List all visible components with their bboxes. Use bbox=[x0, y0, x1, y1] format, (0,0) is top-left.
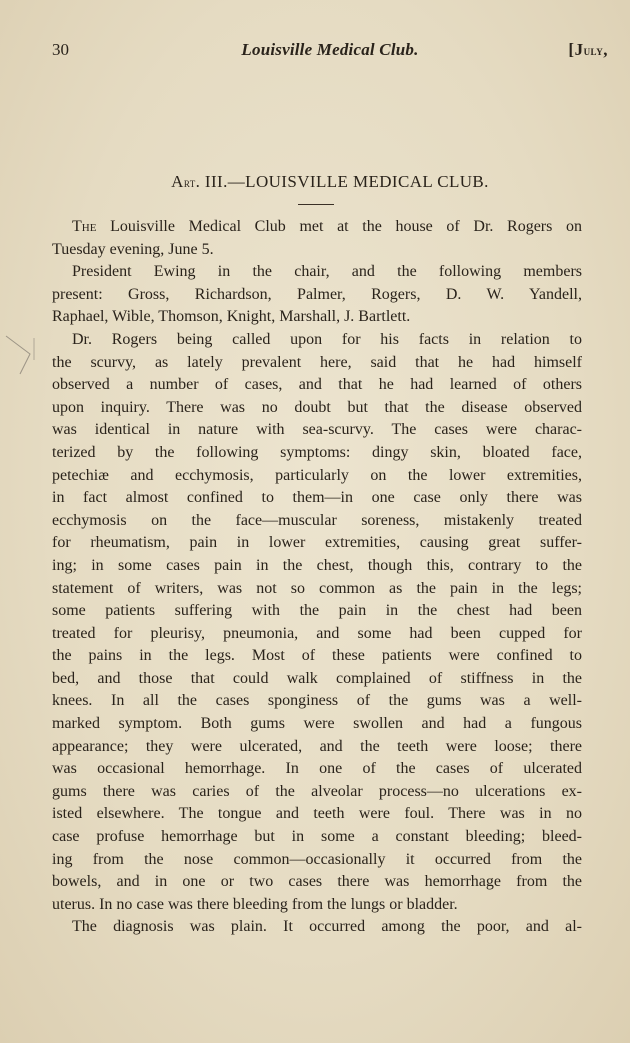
text-line: ing; in some cases pain in the chest, though this, contrary to the bbox=[52, 556, 582, 574]
text-line: was occasional hemorrhage. In one of the cases of ulcerated bbox=[52, 760, 582, 778]
text-line: Dr. Rogers being called upon for his facts in relation to bbox=[72, 330, 582, 348]
text-line: bowels, and in one or two cases there was hemorrhage from the bbox=[52, 873, 582, 891]
month-rest: uly bbox=[583, 43, 604, 58]
text-line: statement of writers, was not so common as the pain in the legs; bbox=[52, 579, 582, 597]
text-line: bed, and those that could walk complained of stiffness in the bbox=[52, 669, 582, 687]
text-line: gums there was caries of the alveolar process—no ulcerations ex- bbox=[52, 782, 582, 800]
text-line: present: Gross, Richardson, Palmer, Rogers, D. W. Yandell, bbox=[52, 285, 582, 303]
show-through-texture bbox=[360, 72, 610, 142]
text-line: petechiæ and ecchymosis, particularly on the lower extremities, bbox=[52, 466, 582, 484]
text-line: for rheumatism, pain in lower extremities, causing great suffer- bbox=[52, 534, 582, 552]
text-line bbox=[52, 216, 582, 239]
page-number: 30 bbox=[52, 40, 69, 59]
text-line: was identical in nature with sea-scurvy. The cases were charac- bbox=[52, 421, 582, 439]
text-line: knees. In all the cases sponginess of the gums was a well- bbox=[52, 692, 582, 710]
text-line: President Ewing in the chair, and the following members bbox=[72, 263, 582, 281]
title-rule bbox=[298, 204, 334, 205]
article-title bbox=[52, 172, 608, 192]
text-line: marked symptom. Both gums were swollen and had a fungous bbox=[52, 715, 582, 733]
text-line: ecchymosis on the face—muscular soreness, mistakenly treated bbox=[52, 511, 582, 529]
text-line: appearance; they were ulcerated, and the teeth were loose; there bbox=[52, 737, 582, 755]
text-line: terized by the following symptoms: dingy skin, bloated face, bbox=[52, 443, 582, 461]
running-title: Louisville Medical Club. bbox=[241, 40, 419, 59]
text-line: Raphael, Wible, Thomson, Knight, Marshall, J. Bartlett. bbox=[52, 308, 411, 326]
running-month bbox=[568, 40, 608, 60]
month-trail: , bbox=[603, 40, 608, 59]
lead-small-caps: he bbox=[81, 218, 97, 235]
article-prefix-rest: rt bbox=[183, 175, 196, 190]
text-line: ing from the nose common—occasionally it occurred from the bbox=[52, 850, 582, 868]
text-line: Tuesday evening, June 5. bbox=[52, 240, 214, 258]
text-line: isted elsewhere. The tongue and teeth were foul. There was in no bbox=[52, 805, 582, 823]
text-line: the pains in the legs. Most of these patients were confined to bbox=[52, 647, 582, 665]
month-first-letter: J bbox=[574, 40, 584, 59]
lead-first-letter: T bbox=[72, 218, 82, 235]
month-bracket: [ bbox=[568, 40, 575, 59]
margin-pencil-mark bbox=[0, 330, 40, 380]
text-line: case profuse hemorrhage but in some a constant bleeding; bleed- bbox=[52, 828, 582, 846]
running-header bbox=[52, 40, 608, 62]
text-line: observed a number of cases, and that he had learned of others bbox=[52, 376, 582, 394]
text-line: treated for pleurisy, pneumonia, and some had been cupped for bbox=[52, 624, 582, 642]
text-line: upon inquiry. There was no doubt but that the disease observed bbox=[52, 398, 582, 416]
text-line: the scurvy, as lately prevalent here, said that he had himself bbox=[52, 353, 582, 371]
text-line: uterus. In no case was there bleeding from the lungs or bladder. bbox=[52, 895, 458, 913]
line-text: Louisville Medical Club met at the house of Dr. Rogers on bbox=[96, 218, 582, 235]
text-line: in fact almost confined to them—in one case only there was bbox=[52, 489, 582, 507]
article-title-text: . III.—LOUISVILLE MEDICAL CLUB. bbox=[195, 172, 489, 191]
text-line: The diagnosis was plain. It occurred among the poor, and al- bbox=[72, 918, 582, 936]
text-line: some patients suffering with the pain in the chest had been bbox=[52, 602, 582, 620]
article-prefix-first: A bbox=[171, 172, 184, 191]
article-body bbox=[52, 216, 582, 939]
